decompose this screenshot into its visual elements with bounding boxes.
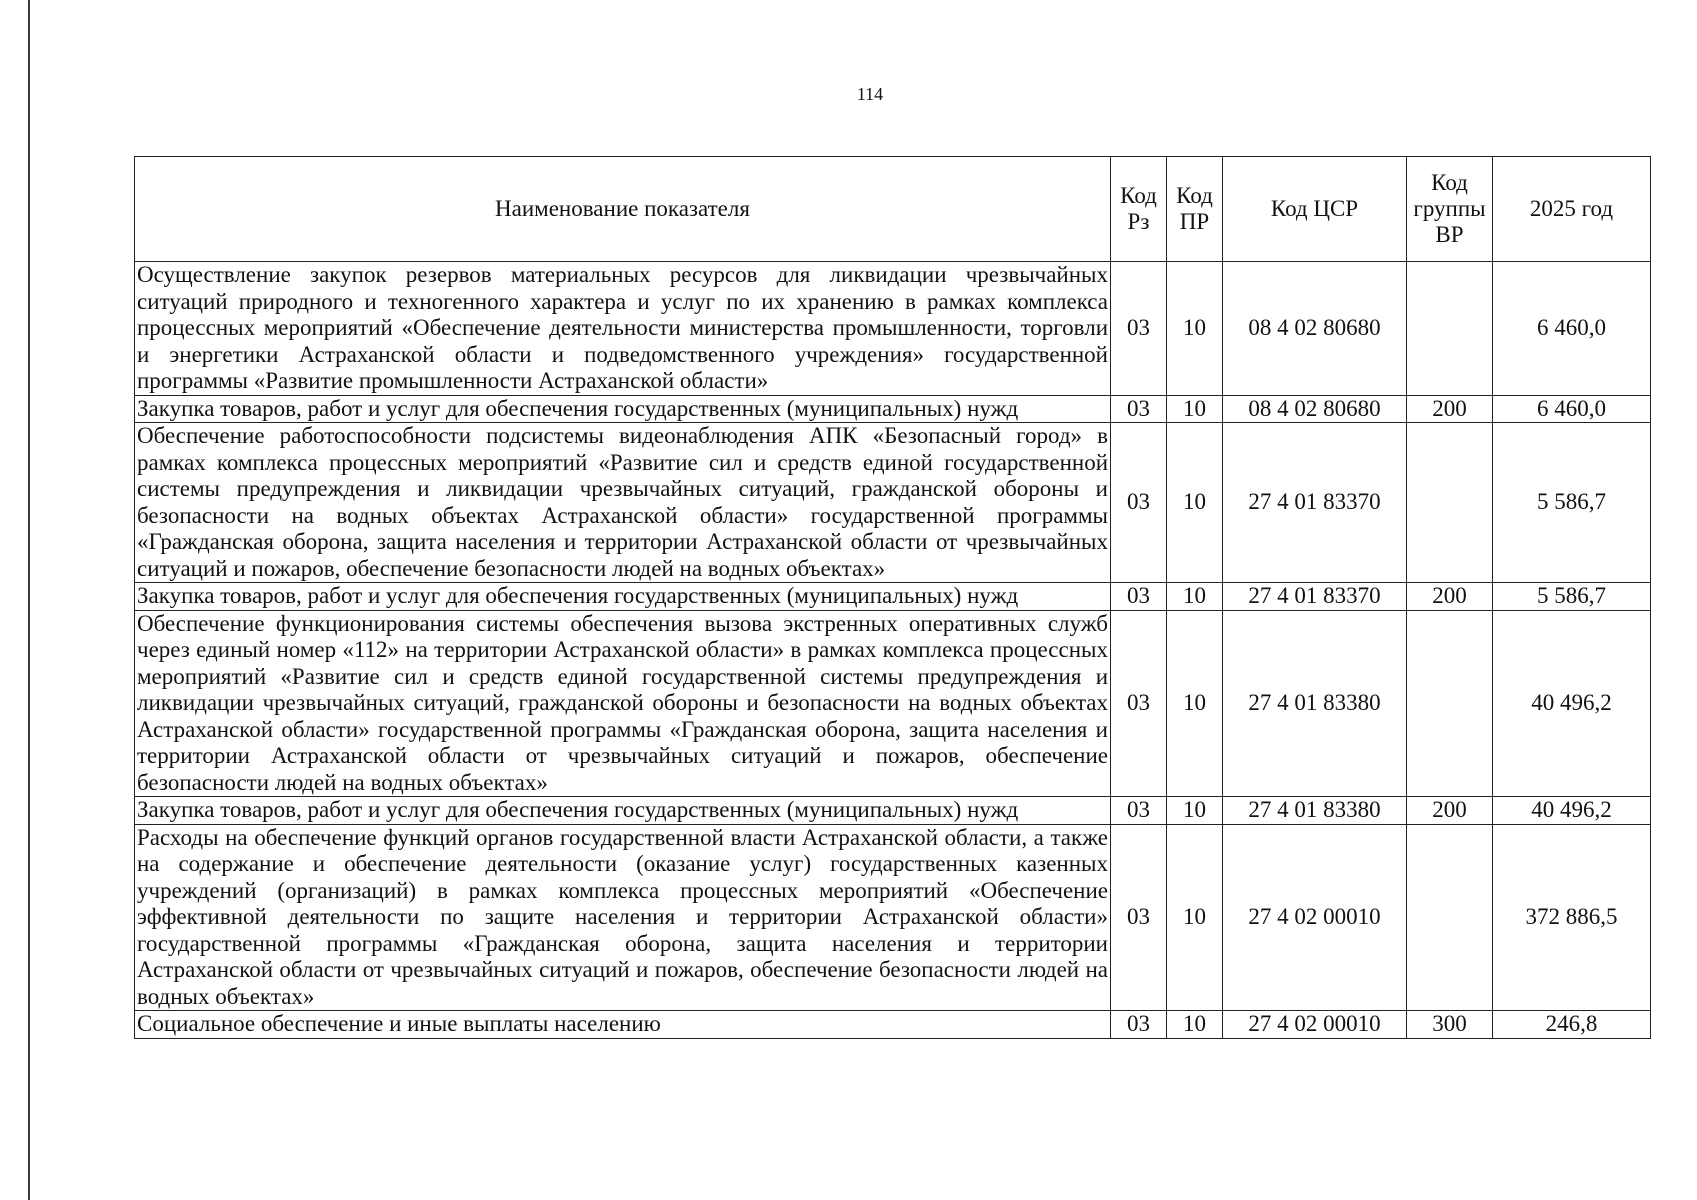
row-pr: 10 [1167, 1011, 1223, 1039]
header-rz: Код Рз [1111, 157, 1167, 262]
row-vr: 200 [1407, 583, 1493, 611]
row-pr: 10 [1167, 610, 1223, 797]
row-vr [1407, 262, 1493, 396]
row-amount: 5 586,7 [1493, 423, 1651, 583]
table-row [135, 1011, 1651, 1039]
table-row [135, 395, 1651, 423]
row-csr: 27 4 02 00010 [1223, 1011, 1407, 1039]
header-pr: Код ПР [1167, 157, 1223, 262]
row-pr: 10 [1167, 797, 1223, 825]
row-vr [1407, 423, 1493, 583]
row-rz: 03 [1111, 583, 1167, 611]
row-amount: 6 460,0 [1493, 262, 1651, 396]
row-vr [1407, 824, 1493, 1011]
row-vr: 300 [1407, 1011, 1493, 1039]
row-name: Социальное обеспечение и иные выплаты населению [135, 1011, 1111, 1039]
row-csr: 27 4 01 83370 [1223, 423, 1407, 583]
row-name: Расходы на обеспечение функций органов государственной власти Астраханской области, а также на содержание и обеспечение деятельности (оказание услуг) государственных казенных учреждений (организаций) в рамках комплекса процессных мероприятий «Обеспечение эффективной деятельности по защите населения и территории Астраханской области» государственной программы «Гражданская оборона, защита населения и территории Астраханской области от чрезвычайных ситуаций и пожаров, обеспечение безопасности людей на водных объектах» [135, 824, 1111, 1011]
table-row [135, 262, 1651, 396]
row-name: Осуществление закупок резервов материальных ресурсов для ликвидации чрезвычайных ситуаций природного и техногенного характера и услуг по их хранению в рамках комплекса процессных мероприятий «Обеспечение деятельности министерства промышленности, торговли и энергетики Астраханской области и подведомственного учреждения» государственной программы «Развитие промышленности Астраханской области» [135, 262, 1111, 396]
row-rz: 03 [1111, 395, 1167, 423]
row-pr: 10 [1167, 423, 1223, 583]
row-csr: 08 4 02 80680 [1223, 262, 1407, 396]
header-name: Наименование показателя [135, 157, 1111, 262]
row-amount: 246,8 [1493, 1011, 1651, 1039]
row-amount: 6 460,0 [1493, 395, 1651, 423]
row-rz: 03 [1111, 797, 1167, 825]
row-csr: 27 4 02 00010 [1223, 824, 1407, 1011]
row-vr [1407, 610, 1493, 797]
row-amount: 40 496,2 [1493, 797, 1651, 825]
row-pr: 10 [1167, 824, 1223, 1011]
row-rz: 03 [1111, 262, 1167, 396]
budget-table [134, 156, 1651, 1039]
table-row [135, 797, 1651, 825]
table-row [135, 610, 1651, 797]
binding-margin-line [28, 0, 30, 1200]
row-amount: 40 496,2 [1493, 610, 1651, 797]
row-amount: 5 586,7 [1493, 583, 1651, 611]
row-csr: 27 4 01 83380 [1223, 797, 1407, 825]
row-rz: 03 [1111, 1011, 1167, 1039]
row-vr: 200 [1407, 395, 1493, 423]
header-year: 2025 год [1493, 157, 1651, 262]
row-rz: 03 [1111, 824, 1167, 1011]
row-pr: 10 [1167, 583, 1223, 611]
row-name: Закупка товаров, работ и услуг для обеспечения государственных (муниципальных) нужд [135, 395, 1111, 423]
table-row [135, 824, 1651, 1011]
page-number: 114 [856, 84, 884, 104]
row-rz: 03 [1111, 423, 1167, 583]
row-pr: 10 [1167, 395, 1223, 423]
row-amount: 372 886,5 [1493, 824, 1651, 1011]
row-vr: 200 [1407, 797, 1493, 825]
row-name: Закупка товаров, работ и услуг для обеспечения государственных (муниципальных) нужд [135, 797, 1111, 825]
header-csr: Код ЦСР [1223, 157, 1407, 262]
row-name: Закупка товаров, работ и услуг для обеспечения государственных (муниципальных) нужд [135, 583, 1111, 611]
row-csr: 27 4 01 83370 [1223, 583, 1407, 611]
row-csr: 27 4 01 83380 [1223, 610, 1407, 797]
table-header-row [135, 157, 1651, 262]
table-row [135, 423, 1651, 583]
row-pr: 10 [1167, 262, 1223, 396]
row-name: Обеспечение функционирования системы обеспечения вызова экстренных оперативных служб через единый номер «112» на территории Астраханской области» в рамках комплекса процессных мероприятий «Развитие сил и средств единой государственной системы предупреждения и ликвидации чрезвычайных ситуаций, гражданской обороны и безопасности на водных объектах Астраханской области» государственной программы «Гражданская оборона, защита населения и территории Астраханской области от чрезвычайных ситуаций и пожаров, обеспечение безопасности людей на водных объектах» [135, 610, 1111, 797]
row-csr: 08 4 02 80680 [1223, 395, 1407, 423]
row-rz: 03 [1111, 610, 1167, 797]
row-name: Обеспечение работоспособности подсистемы видеонаблюдения АПК «Безопасный город» в рамках комплекса процессных мероприятий «Развитие сил и средств единой государственной системы предупреждения и ликвидации чрезвычайных ситуаций, гражданской обороны и безопасности на водных объектах Астраханской области» государственной программы «Гражданская оборона, защита населения и территории Астраханской области от чрезвычайных ситуаций и пожаров, обеспечение безопасности людей на водных объектах» [135, 423, 1111, 583]
header-vr: Код группы ВР [1407, 157, 1493, 262]
table-row [135, 583, 1651, 611]
